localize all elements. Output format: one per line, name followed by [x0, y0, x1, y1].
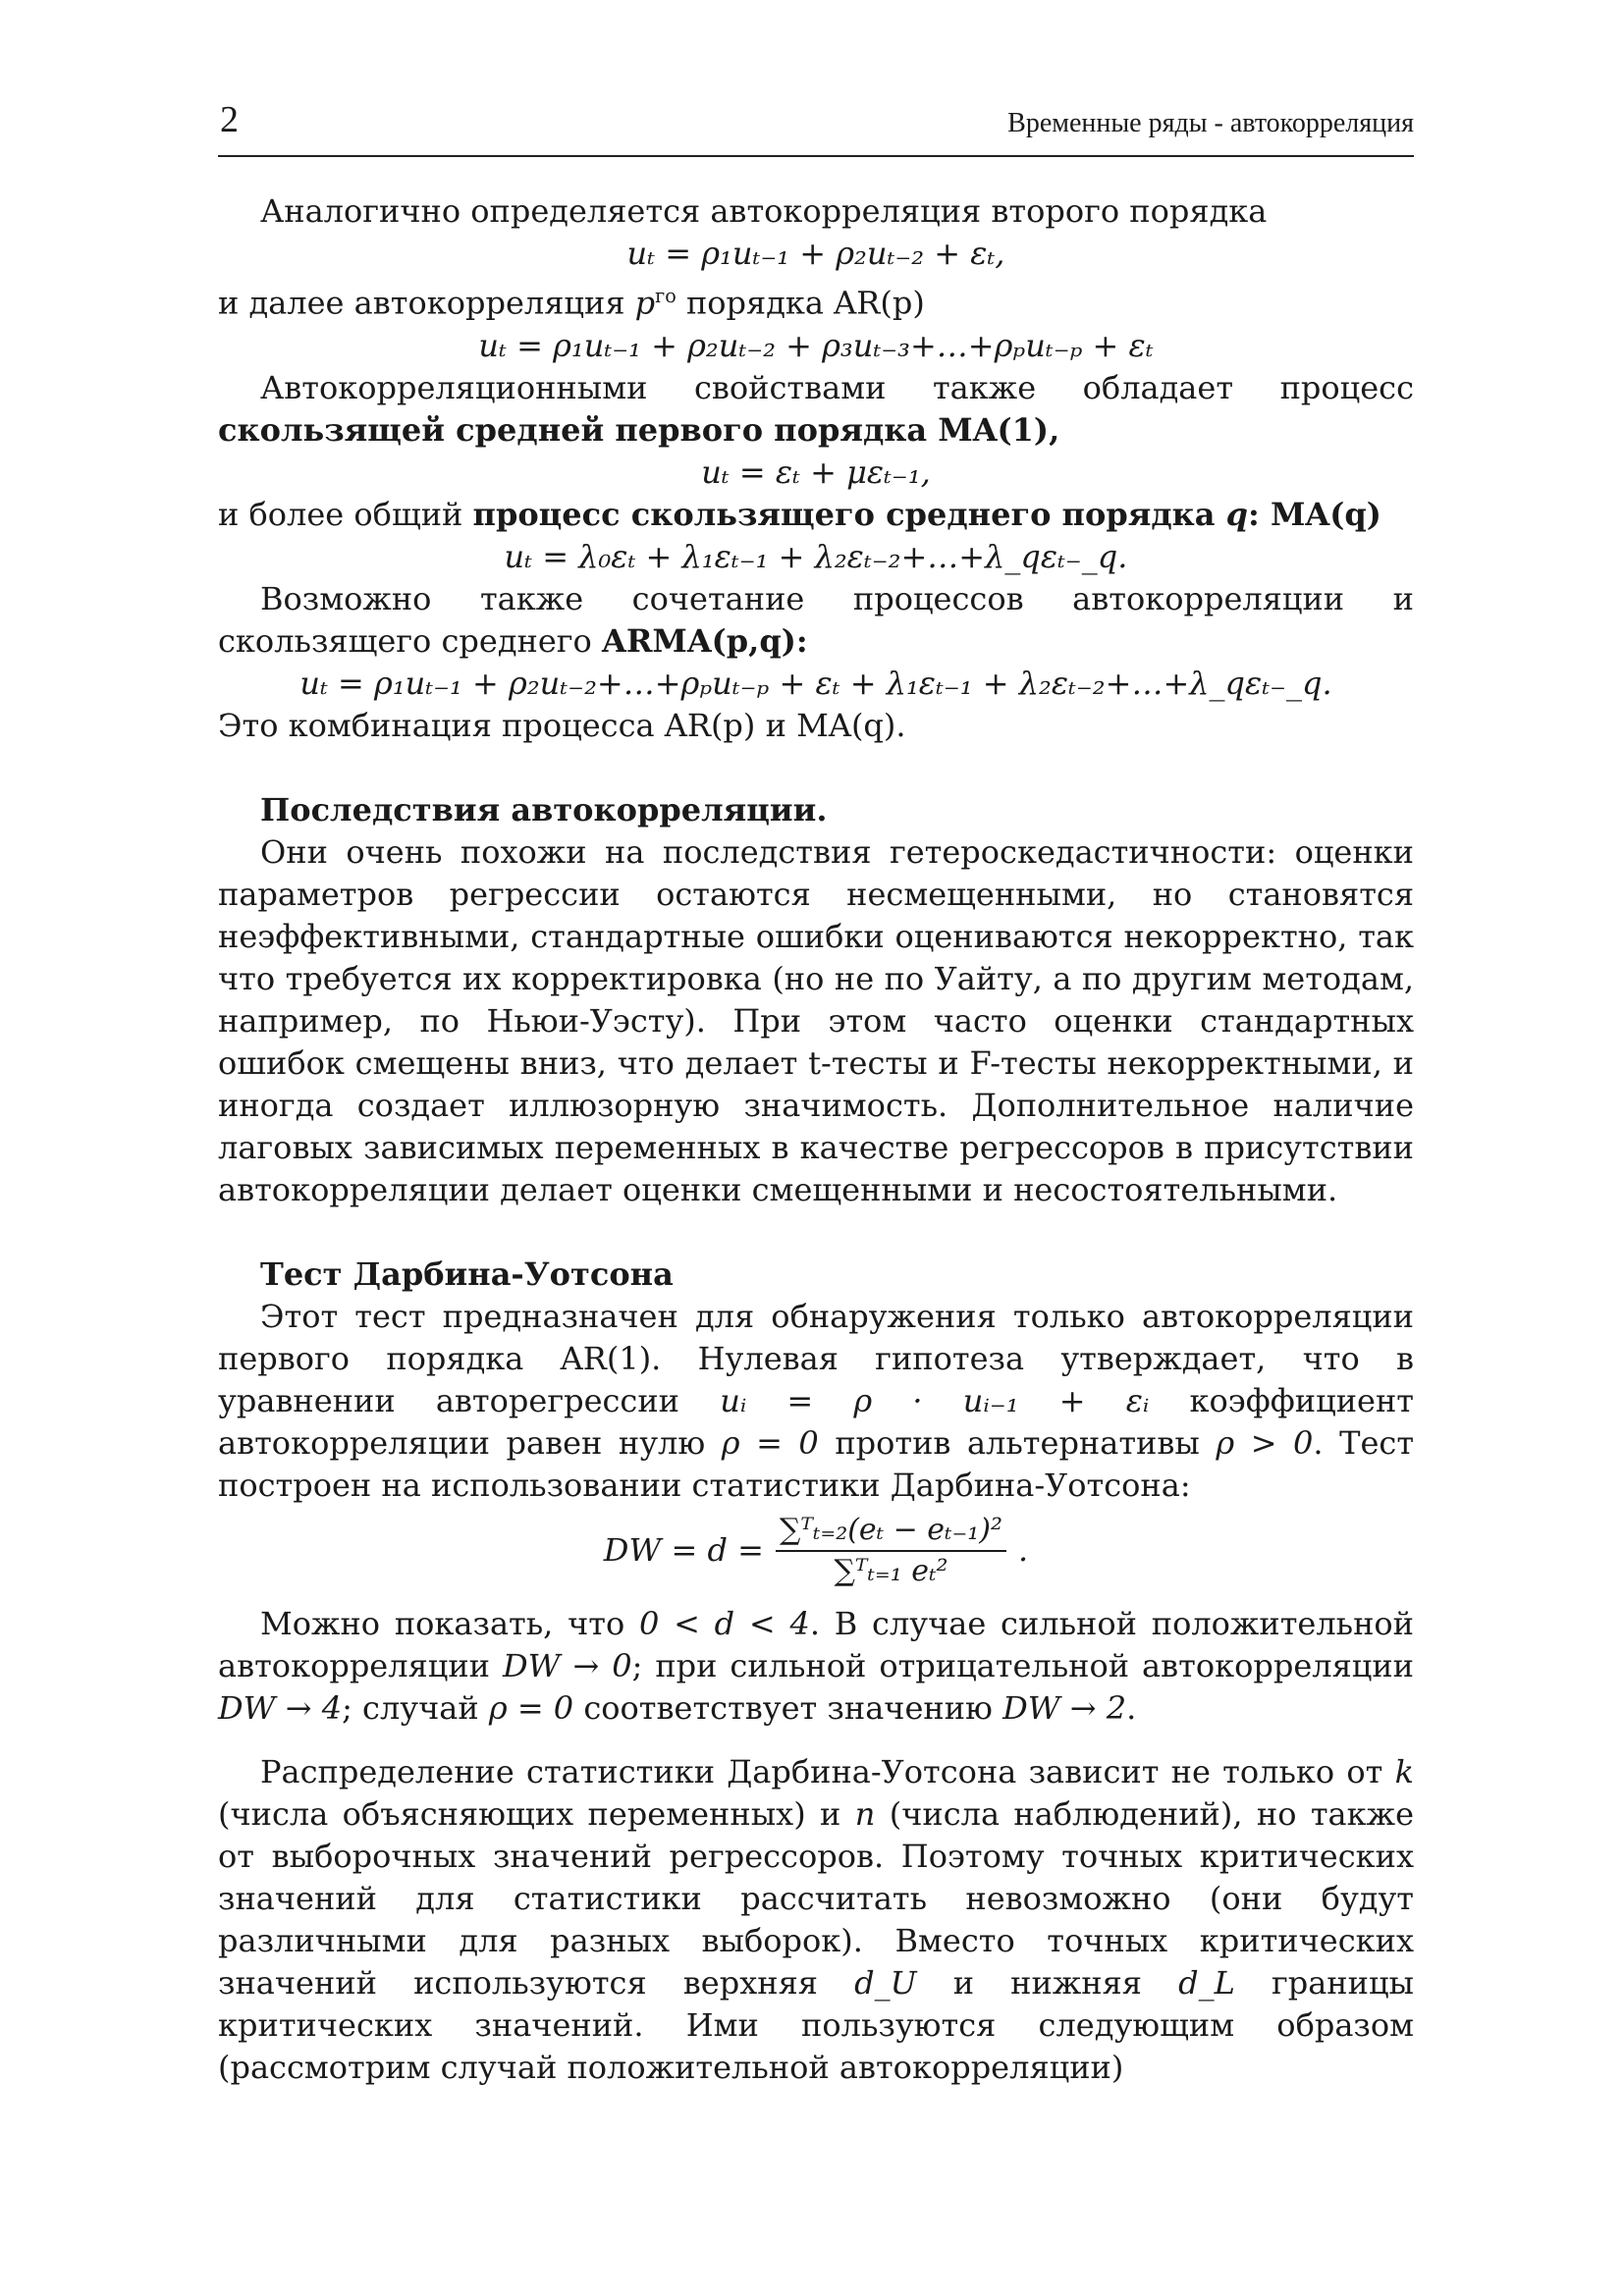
paragraph: Автокорреляционными свойствами также обладает процесс скользящей средней первого порядка MA(1), — [218, 368, 1414, 449]
fraction-denominator: ∑ᵀₜ₌₁ eₜ² — [834, 1553, 948, 1588]
equation-arp: uₜ = ρ₁uₜ₋₁ + ρ₂uₜ₋₂ + ρ₃uₜ₋₃+…+ρₚuₜ₋ₚ + εₜ — [478, 326, 1154, 364]
paragraph: Этот тест предназначен для обнаружения только автокорреляции первого порядка AR(1). Нулевая гипотеза утверждает, что в уравнении авторегрессии uᵢ = ρ · uᵢ₋₁ + εᵢ коэффициент автокорреляции равен нулю ρ = 0 против альтернативы ρ > 0. Тест построен на использовании статистики Дарбина-Уотсона: — [218, 1297, 1415, 1504]
paragraph: Это комбинация процесса AR(p) и MA(q). — [218, 706, 906, 744]
equation-maq: uₜ = λ₀εₜ + λ₁εₜ₋₁ + λ₂εₜ₋₂+…+λ_qεₜ₋_q. — [504, 537, 1128, 575]
section-heading: Последствия автокорреляции. — [260, 790, 828, 828]
equation-ma1: uₜ = εₜ + μεₜ₋₁, — [701, 453, 931, 491]
fraction-numerator: ∑ᵀₜ₌₂(eₜ − eₜ₋₁)² — [776, 1513, 1006, 1552]
document-body — [218, 190, 1414, 2089]
equation-durbin-watson: DW = d = $\frac{\text{∑ᵀₜ₌₂(eₜ − eₜ₋₁)²}}{\text{∑ᵀₜ₌₁ eₜ²}}$ . — [603, 1512, 1029, 1588]
paragraph: Распределение статистики Дарбина-Уотсона зависит не только от k (числа объясняющих переменных) и n (числа наблюдений), но также от выборочных значений регрессоров. Поэтому точных критических значений для статистики рассчитать невозможно (они будут различными для разных выборок). Вместо точных критических значений используются верхняя d_U и нижняя d_L границы критических значений. Ими пользуются следующим образом (рассмотрим случай положительной автокорреляции) — [218, 1752, 1414, 2086]
paragraph: Возможно также сочетание процессов автокорреляции и скользящего среднего ARMA(p,q): — [218, 579, 1414, 660]
paragraph: Можно показать, что 0 < d < 4. В случае сильной положительной автокорреляции DW → 0; при сильной отрицательной автокорреляции DW → 4; случай ρ = 0 соответствует значению DW → 2. — [218, 1604, 1415, 1727]
paragraph: Они очень похожи на последствия гетероскедастичности: оценки параметров регрессии остаются несмещенными, но становятся неэффективными, стандартные ошибки оцениваются некорректно, так что требуется их корректировка (но не по Уайту, а по другим методам, например, по Ньюи-Уэсту). При этом часто оценки стандартных ошибок смещены вниз, что делает t-тесты и F-тесты некорректными, и иногда создает иллюзорную значимость. Дополнительное наличие лаговых зависимых переменных в качестве регрессоров в присутствии автокорреляции делает оценки смещенными и несостоятельными. — [218, 832, 1414, 1208]
section-heading: Тест Дарбина-Уотсона — [260, 1255, 674, 1293]
equation-arma: uₜ = ρ₁uₜ₋₁ + ρ₂uₜ₋₂+…+ρₚuₜ₋ₚ + εₜ + λ₁εₜ₋₁ + λ₂εₜ₋₂+…+λ_qεₜ₋_q. — [299, 664, 1332, 702]
paragraph: и далее автокорреляция $p^{го}$ порядка AR(p) — [218, 284, 925, 322]
equation-ar2: uₜ = ρ₁uₜ₋₁ + ρ₂uₜ₋₂ + εₜ, — [626, 235, 1005, 272]
page-header — [218, 94, 1414, 157]
running-title: Временные ряды - автокорреляция — [1007, 108, 1414, 138]
paragraph: и более общий процесс скользящего среднего порядка q: MA(q) — [218, 495, 1381, 533]
page-number: 2 — [220, 99, 239, 140]
paragraph: Аналогично определяется автокорреляция второго порядка — [260, 192, 1268, 230]
